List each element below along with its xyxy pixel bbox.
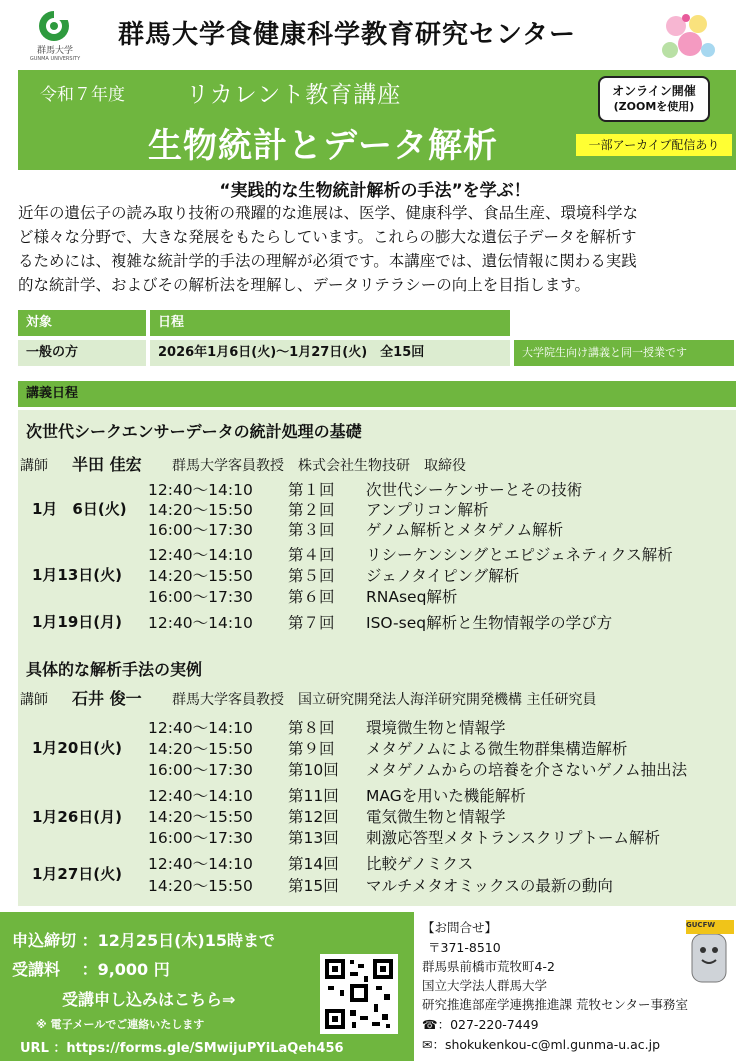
lecturer-name: 石井 俊一 — [72, 689, 142, 708]
session-number: 第８回 — [288, 719, 335, 737]
session-topic: RNAseq解析 — [366, 588, 458, 606]
schedule-row — [148, 758, 687, 780]
schedule-row — [148, 543, 673, 565]
session-topic: マルチメタオミックスの最新の動向 — [366, 877, 613, 895]
online-badge — [598, 76, 710, 122]
session-date: 1月 6日(火) — [32, 500, 127, 518]
qr-code-icon[interactable] — [320, 954, 398, 1034]
target-header: 対象 — [18, 310, 146, 336]
schedule-row — [148, 585, 457, 607]
session-time: 12:40～14:10 — [148, 855, 253, 873]
logo-subtext: GUNMA UNIVERSITY — [29, 56, 81, 62]
apply-link[interactable]: 受講申し込みはこちら⇒ — [62, 990, 236, 1009]
deadline: 申込締切 ：12月25日(木)15時まで — [12, 931, 275, 950]
session-topic: メタゲノムによる微生物群集構造解析 — [366, 740, 628, 758]
section-title: 次世代シークエンサーデータの統計処理の基礎 — [26, 422, 362, 441]
session-time: 12:40～14:10 — [148, 787, 253, 805]
university-logo — [26, 8, 84, 64]
session-date: 1月19日(月) — [32, 613, 123, 631]
lecturer-role: 講師 — [20, 692, 48, 708]
session-topic: 電気微生物と情報学 — [366, 808, 506, 826]
session-time: 14:20～15:50 — [148, 740, 253, 758]
session-number: 第14回 — [288, 855, 339, 873]
note-badge: 大学院生向け講義と同一授業です — [514, 340, 734, 366]
session-number: 第11回 — [288, 787, 339, 805]
contact-address: 群馬県前橋市荒牧町4-2 — [422, 959, 555, 974]
course-title: 生物統計とデータ解析 — [148, 126, 498, 166]
schedule-header: 講義日程 — [18, 381, 736, 407]
session-time: 16:00～17:30 — [148, 521, 253, 539]
schedule-row — [148, 564, 519, 586]
contact-email[interactable]: ✉：shokukenkou-c@ml.gunma-u.ac.jp — [422, 1037, 661, 1052]
session-time: 14:20～15:50 — [148, 567, 253, 585]
session-topic: アンプリコン解析 — [366, 501, 489, 519]
fee: 受講料 ：9,000 円 — [12, 960, 170, 979]
session-time: 14:20～15:50 — [148, 808, 253, 826]
contact-panel — [414, 912, 750, 1061]
session-number: 第15回 — [288, 877, 339, 895]
contact-postal: 〒371-8510 — [428, 940, 501, 955]
session-number: 第４回 — [288, 546, 335, 564]
intro-line: 的な統計学、およびその解析法を理解し、データリテラシーの向上を目指します。 — [18, 276, 590, 294]
lecturer-role: 講師 — [20, 458, 48, 474]
intro-paragraph — [18, 201, 738, 297]
course-series: リカレント教育講座 — [186, 82, 402, 108]
schedule-row — [148, 611, 612, 633]
schedule-row — [148, 852, 473, 874]
session-number: 第９回 — [288, 740, 335, 758]
session-number: 第２回 — [288, 501, 335, 519]
session-topic: ジェノタイピング解析 — [366, 567, 520, 585]
decorative-illustration-icon — [656, 6, 720, 68]
session-date: 1月26日(月) — [32, 808, 123, 826]
session-number: 第12回 — [288, 808, 339, 826]
session-time: 12:40～14:10 — [148, 719, 253, 737]
lecturer-line — [20, 452, 466, 475]
session-number: 第５回 — [288, 567, 335, 585]
session-date: 1月13日(火) — [32, 566, 123, 584]
session-topic: ゲノム解析とメタゲノム解析 — [366, 521, 564, 539]
session-topic: 刺激応答型メタトランスクリプトーム解析 — [366, 829, 661, 847]
session-time: 12:40～14:10 — [148, 546, 253, 564]
application-url[interactable]: URL ：https://forms.gle/SMwijuPYiLaQeh456 — [20, 1041, 344, 1056]
schedule-row — [148, 737, 627, 759]
target-value: 一般の方 — [18, 340, 146, 366]
title-banner — [18, 70, 736, 170]
fiscal-year: 令和７年度 — [40, 85, 125, 105]
date-value: 2026年1月6日(火)～1月27日(火) 全15回 — [150, 340, 510, 366]
session-time: 16:00～17:30 — [148, 829, 253, 847]
date-header: 日程 — [150, 310, 510, 336]
session-topic: ISO-seq解析と生物情報学の学び方 — [366, 614, 613, 632]
session-time: 16:00～17:30 — [148, 588, 253, 606]
lecturer-affiliation: 群馬大学客員教授 株式会社生物技研 取締役 — [172, 458, 466, 474]
application-panel — [0, 912, 414, 1061]
schedule-row — [148, 784, 526, 806]
online-badge-line1: オンライン開催 — [612, 84, 696, 98]
schedule-row — [148, 498, 488, 520]
session-number: 第１回 — [288, 481, 335, 499]
mascot-label: GUCFW — [686, 921, 716, 929]
intro-line: 近年の遺伝子の読み取り技術の飛躍的な進展は、医学、健康科学、食品生産、環境科学な — [18, 204, 639, 222]
section-title: 具体的な解析手法の実例 — [26, 660, 203, 679]
session-number: 第７回 — [288, 614, 335, 632]
archive-note: 一部アーカイブ配信あり — [576, 134, 732, 156]
lecturer-name: 半田 佳宏 — [72, 455, 142, 474]
schedule-row — [148, 805, 506, 827]
session-topic: リシーケンシングとエピジェネティクス解析 — [366, 546, 673, 564]
headline: “実践的な生物統計解析の手法”を学ぶ！ — [219, 181, 531, 201]
schedule-row — [148, 518, 563, 540]
schedule-row — [148, 478, 582, 500]
intro-line: ど様々な分野で、大きな発展をもたらしています。これらの膨大な遺伝子データを解析す — [18, 228, 637, 246]
schedule-row — [148, 874, 613, 896]
session-time: 16:00～17:30 — [148, 761, 253, 779]
contact-department: 研究推進部産学連携推進課 荒牧センター事務室 — [422, 997, 688, 1012]
session-time: 12:40～14:10 — [148, 614, 253, 632]
session-date: 1月27日(火) — [32, 865, 123, 883]
email-note: ※ 電子メールでご連絡いたします — [36, 1018, 205, 1031]
online-badge-line2: (ZOOMを使用) — [613, 100, 695, 113]
contact-org: 国立大学法人群馬大学 — [422, 978, 548, 993]
session-number: 第13回 — [288, 829, 339, 847]
lecturer-affiliation: 群馬大学客員教授 国立研究開発法人海洋研究開発機構 主任研究員 — [172, 692, 597, 708]
session-topic: メタゲノムからの培養を介さないゲノム抽出法 — [366, 761, 688, 779]
session-number: 第10回 — [288, 761, 339, 779]
contact-phone[interactable]: ☎：027-220-7449 — [422, 1017, 539, 1032]
schedule-row — [148, 826, 660, 848]
session-time: 14:20～15:50 — [148, 501, 253, 519]
session-topic: 次世代シーケンサーとその技術 — [366, 481, 583, 499]
session-topic: 環境微生物と情報学 — [366, 719, 506, 737]
lecturer-line — [20, 686, 596, 709]
session-time: 14:20～15:50 — [148, 877, 253, 895]
mascot-icon — [682, 920, 738, 986]
session-number: 第６回 — [288, 588, 335, 606]
session-time: 12:40～14:10 — [148, 481, 253, 499]
session-number: 第３回 — [288, 521, 335, 539]
intro-line: るためには、複雑な統計学的手法の理解が必須です。本講座では、遺伝情報に関わる実践 — [18, 252, 637, 270]
schedule-row — [148, 716, 506, 738]
contact-heading: 【お問合せ】 — [422, 920, 498, 935]
logo-text: 群馬大学 — [36, 46, 73, 56]
session-topic: MAGを用いた機能解析 — [366, 787, 526, 805]
session-date: 1月20日(火) — [32, 739, 123, 757]
page-title: 群馬大学食健康科学教育研究センター — [118, 20, 576, 50]
session-topic: 比較ゲノミクス — [366, 855, 474, 873]
logo-mark-icon — [34, 8, 74, 44]
